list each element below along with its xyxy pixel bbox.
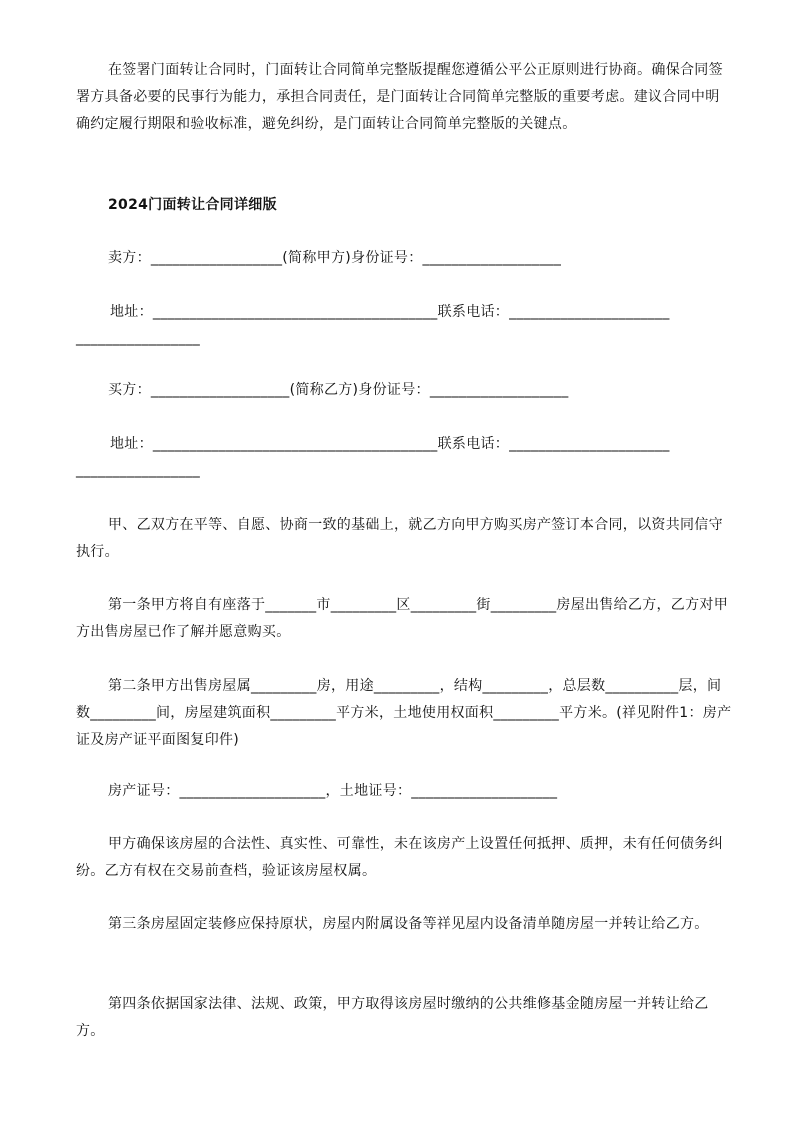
certificate-numbers-line: 房产证号：____________________，土地证号：____________________ bbox=[108, 783, 558, 799]
seller-address-line: 地址：_______________________________________联系电话：______________________ bbox=[110, 304, 670, 320]
article-2: 第二条甲方出售房屋属_________房，用途_________，结构_________，总层数__________层，间数_________间，房屋建筑面积_________平方米，土地使用权面积_________平方米。(祥见附件1：房产证及房产证平面图复印件) bbox=[76, 678, 732, 748]
article-3: 第三条房屋固定装修应保持原状，房屋内附属设备等祥见屋内设备清单随房屋一并转让给乙方。 bbox=[108, 916, 709, 932]
article-4: 第四条依据国家法律、法规、政策，甲方取得该房屋时缴纳的公共维修基金随房屋一并转让给乙方。 bbox=[76, 996, 709, 1039]
preamble-paragraph: 甲、乙双方在平等、自愿、协商一致的基础上，就乙方向甲方购买房产签订本合同，以资共同信守执行。 bbox=[76, 517, 723, 560]
guarantee-paragraph: 甲方确保该房屋的合法性、真实性、可靠性，未在该房产上设置任何抵押、质押，未有任何债务纠纷。乙方有权在交易前查档，验证该房屋权属。 bbox=[76, 836, 723, 879]
seller-line: 卖方：__________________(简称甲方)身份证号：___________________ bbox=[108, 250, 562, 266]
article-1: 第一条甲方将自有座落于_______市_________区_________街_________房屋出售给乙方，乙方对甲方出售房屋已作了解并愿意购买。 bbox=[76, 597, 728, 640]
seller-address-continuation: _________________ bbox=[76, 330, 201, 346]
buyer-address-continuation: _________________ bbox=[76, 462, 201, 478]
buyer-address-line: 地址：_______________________________________联系电话：______________________ bbox=[110, 436, 670, 452]
intro-paragraph: 在签署门面转让合同时，门面转让合同简单完整版提醒您遵循公平公正原则进行协商。确保合同签署方具备必要的民事行为能力，承担合同责任，是门面转让合同简单完整版的重要考虑。建议合同中明确约定履行期限和验收标准，避免纠纷，是门面转让合同简单完整版的关键点。 bbox=[76, 62, 723, 132]
buyer-line: 买方：___________________(简称乙方)身份证号：___________________ bbox=[108, 382, 569, 398]
contract-heading: 2024门面转让合同详细版 bbox=[108, 197, 277, 213]
